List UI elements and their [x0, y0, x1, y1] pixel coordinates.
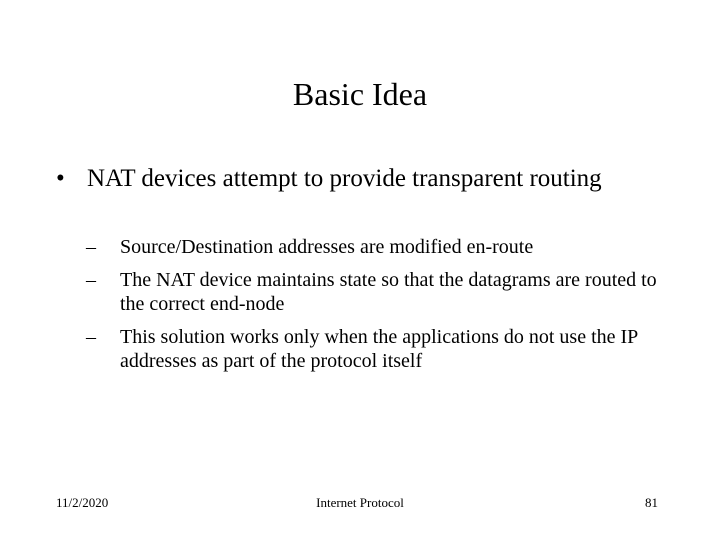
- sub-bullet-list: [86, 235, 676, 382]
- main-bullet: [56, 163, 636, 194]
- sub-bullet-item: [86, 268, 676, 316]
- sub-bullet-marker: –: [86, 269, 96, 291]
- sub-bullet-text: Source/Destination addresses are modified en-route: [120, 236, 534, 258]
- slide-title: Basic Idea: [292, 76, 428, 112]
- footer-date: 11/2/2020: [56, 495, 109, 510]
- main-bullet-text: NAT devices attempt to provide transparent routing: [87, 165, 602, 192]
- page-number: 81: [645, 495, 658, 510]
- footer-title: Internet Protocol: [316, 495, 404, 510]
- sub-bullet-text: The NAT device maintains state so that the datagrams are routed to the correct end-node: [120, 269, 657, 315]
- sub-bullet-item: [86, 235, 676, 259]
- sub-bullet-text: This solution works only when the applications do not use the IP addresses as part of the protocol itself: [120, 326, 638, 372]
- sub-bullet-marker: –: [86, 326, 96, 348]
- sub-bullet-item: [86, 325, 676, 373]
- bullet-marker: •: [56, 165, 65, 192]
- sub-bullet-marker: –: [86, 236, 96, 258]
